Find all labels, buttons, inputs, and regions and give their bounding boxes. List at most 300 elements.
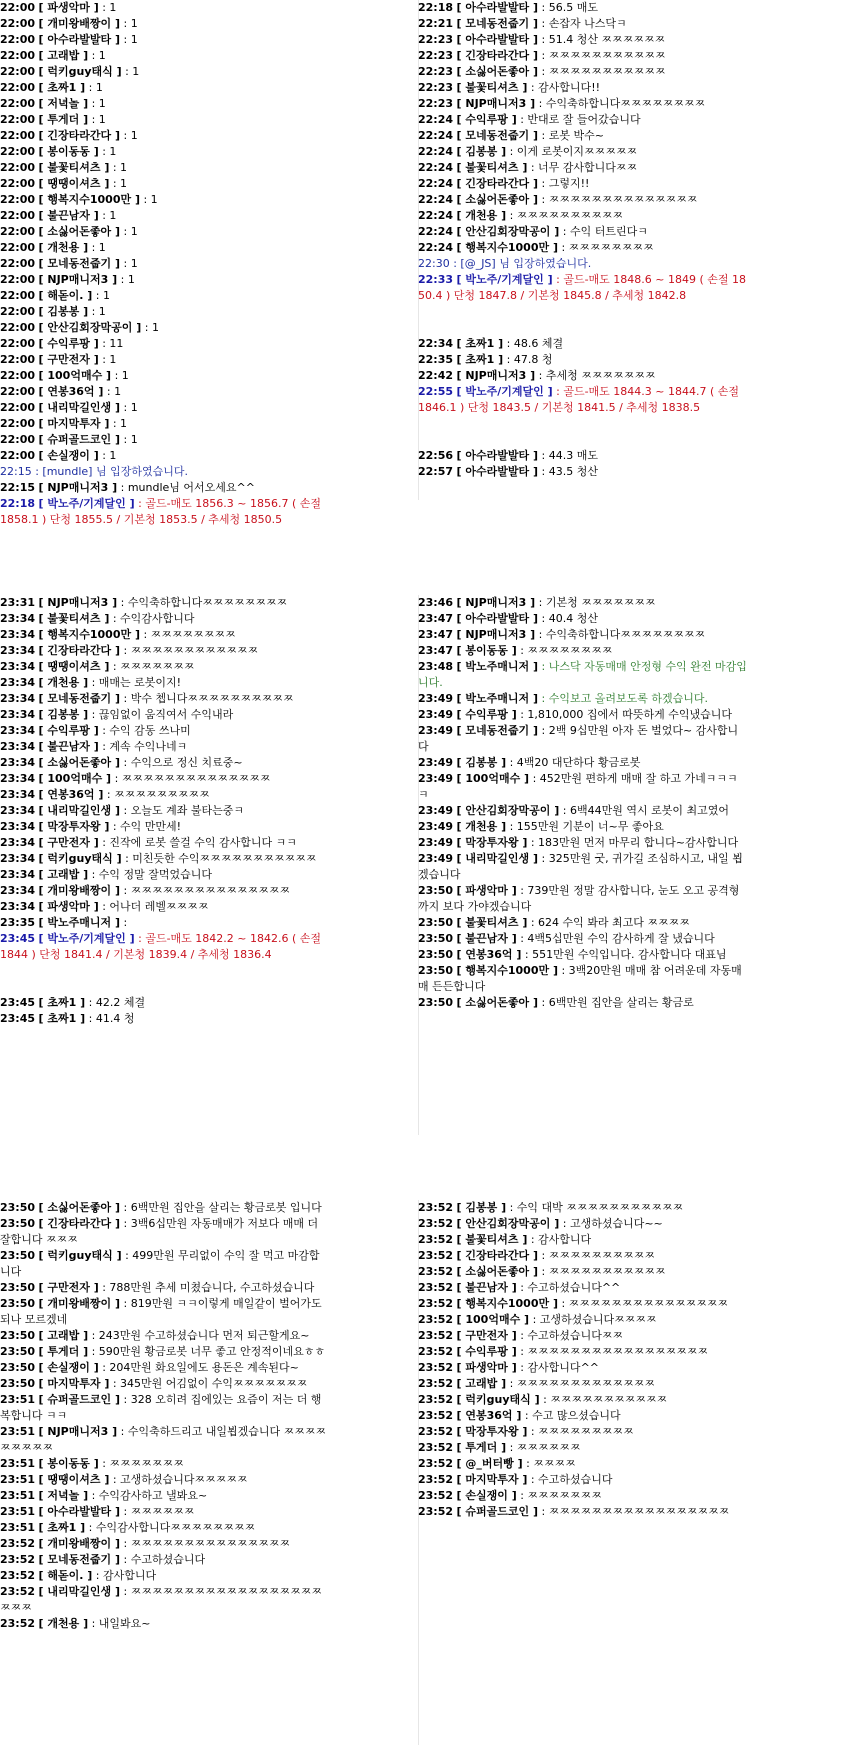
message-user: [ 개천용 ] [38, 676, 89, 689]
message-user: [ 파생악마 ] [456, 1361, 517, 1374]
message-time: 23:34 [0, 820, 36, 833]
message-user: [ 모네동전줍기 ] [38, 257, 120, 270]
message-text: : 3백20만원 매매 참 어려운데 자동매매 든든합니다 [418, 964, 742, 993]
message-time: 22:00 [0, 17, 36, 30]
message-text: : 수익축하합니다ㅉㅉㅉㅉㅉㅉㅉㅉ [535, 97, 706, 110]
message-user: [ 안산김회장막공이 ] [38, 321, 142, 334]
message-user: [ 마지막투자 ] [456, 1473, 528, 1486]
message-user: [ 긴장타라간다 ] [456, 177, 538, 190]
message-user: [ 파생악마 ] [38, 900, 99, 913]
chat-message [418, 1312, 748, 1328]
message-user: [ 손실쟁이 ] [456, 1489, 517, 1502]
message-time: 22:15 [0, 481, 36, 494]
message-text: : ㅉㅉㅉㅉㅉㅉㅉㅉㅉ [103, 788, 210, 801]
chat-message [0, 899, 330, 915]
chat-message [418, 947, 748, 963]
message-text: : ㅉㅉㅉㅉㅉㅉㅉㅉㅉㅉㅉㅉㅉㅉ [538, 193, 698, 206]
chat-message [418, 80, 748, 96]
chat-message [0, 1200, 330, 1216]
message-text: : 너무 감사합니다ㅉㅉ [527, 161, 638, 174]
message-text: : 골드-매도 1842.2 ~ 1842.6 ( 손절 1844 ) 단청 1841.4 / 기본청 1839.4 / 추세청 1836.4 [0, 932, 322, 961]
chat-message [0, 659, 330, 675]
message-time: 23:50 [418, 964, 454, 977]
message-text: : 1 [117, 273, 135, 286]
message-user: [ 개미왕배짱이 ] [38, 17, 120, 30]
message-time: 22:42 [418, 369, 454, 382]
chat-message [418, 1504, 748, 1520]
message-time: 23:34 [0, 724, 36, 737]
message-time: 22:00 [0, 33, 36, 46]
message-user: [ 개천용 ] [456, 820, 507, 833]
chat-message [0, 707, 330, 723]
chat-message [0, 272, 330, 288]
message-user: [ 100억매수 ] [456, 1313, 530, 1326]
message-time: 23:52 [418, 1393, 454, 1406]
message-text: : 1 [120, 17, 138, 30]
chat-message [0, 48, 330, 64]
message-user: [ 수익루팡 ] [38, 337, 99, 350]
message-user: [ @_버터빵 ] [456, 1457, 523, 1470]
message-user: [ 불꽃티셔츠 ] [456, 161, 528, 174]
message-user: [ NJP매니저3 ] [456, 596, 536, 609]
message-text: : 나스닥 자동매매 안정형 수익 완전 마감입니다. [418, 660, 747, 689]
message-user: [ 내리막길인생 ] [456, 852, 538, 865]
message-time: 22:18 [418, 1, 454, 14]
message-time: 22:34 [418, 337, 454, 350]
message-text: : 1 [109, 417, 128, 430]
message-text: : 추세청 ㅉㅉㅉㅉㅉㅉㅉ [535, 369, 656, 382]
message-time: 22:24 [418, 241, 454, 254]
chat-panel-top-right [418, 0, 748, 530]
message-text: : 수익감사하고 낼봐요~ [88, 1489, 208, 1502]
message-user: [ NJP매니저3 ] [38, 1425, 118, 1438]
message-text: : 수익 터트린다ㅋ [559, 225, 648, 238]
message-time: 22:00 [0, 81, 36, 94]
chat-message [418, 835, 748, 851]
message-time: 22:21 [418, 17, 454, 30]
message-time: 23:52 [418, 1265, 454, 1278]
message-time: 23:34 [0, 756, 36, 769]
system-message: 22:15 : [mundle] 님 입장하였습니다. [0, 465, 188, 478]
message-text: : 로봇 박수~ [538, 129, 604, 142]
chat-message [418, 48, 748, 64]
chat-message [418, 611, 748, 627]
message-text: : 328 오히려 집에있는 요즘이 저는 더 행복합니다 ㅋㅋ [0, 1393, 322, 1422]
chat-message [0, 1456, 330, 1472]
message-user: [ 안산김회장막공이 ] [456, 804, 560, 817]
message-time: 22:00 [0, 1, 36, 14]
message-text: : 이게 로봇이지ㅉㅉㅉㅉㅉ [506, 145, 638, 158]
message-text: : ㅉㅉㅉㅉㅉㅉㅉ [516, 1489, 602, 1502]
message-text: : ㅉㅉㅉㅉㅉㅉㅉ [109, 660, 195, 673]
message-time: 23:49 [418, 852, 454, 865]
message-user: [ NJP매니저3 ] [456, 628, 536, 641]
message-text: : 수고하셨습니다 [527, 1473, 613, 1486]
message-text: : ㅉㅉㅉㅉㅉㅉㅉㅉㅉㅉㅉ [538, 1265, 666, 1278]
message-text: : ㅉㅉㅉㅉㅉㅉㅉㅉㅉㅉㅉㅉㅉㅉ [111, 772, 271, 785]
chat-message [0, 1552, 330, 1568]
message-time: 22:55 [418, 385, 454, 398]
chat-message [0, 368, 330, 384]
message-text: : 1 [88, 113, 106, 126]
message-time: 23:47 [418, 628, 454, 641]
message-text: : 499만원 무리없이 수익 잘 먹고 마감합니다 [0, 1249, 320, 1278]
message-text: : 42.2 체결 [85, 996, 146, 1009]
message-user: [ 고래밥 ] [38, 868, 89, 881]
message-text: : 452만원 편하게 매매 잘 하고 가네ㅋㅋㅋㅋ [418, 772, 738, 801]
message-text: : 6백44만원 역시 로봇이 최고였어 [559, 804, 729, 817]
chat-message [0, 1280, 330, 1296]
message-user: [ 안산김회장막공이 ] [456, 1217, 560, 1230]
message-text: : ㅉㅉㅉㅉㅉㅉㅉㅉㅉㅉ [506, 209, 624, 222]
message-time: 23:49 [418, 820, 454, 833]
message-time: 23:50 [0, 1281, 36, 1294]
message-text: : 기본청 ㅉㅉㅉㅉㅉㅉㅉ [535, 596, 656, 609]
message-time: 23:35 [0, 916, 36, 929]
message-user: [ 고래밥 ] [38, 49, 89, 62]
message-text: : ㅉㅉㅉㅉㅉㅉㅉㅉ [557, 241, 654, 254]
message-user: [ 수익루팡 ] [456, 1345, 517, 1358]
message-time: 23:52 [418, 1425, 454, 1438]
message-time: 22:00 [0, 337, 36, 350]
message-text: : 어나더 레벨ㅉㅉㅉㅉ [98, 900, 209, 913]
message-text: : ㅉㅉㅉㅉㅉㅉㅉㅉㅉㅉㅉㅉㅉㅉㅉㅉㅉ [516, 1345, 709, 1358]
chat-message [0, 739, 330, 755]
chat-message [418, 723, 748, 755]
chat-message [0, 771, 330, 787]
message-text: : 수고하셨습니다ㅉㅉ [516, 1329, 624, 1342]
message-text: : ㅉㅉㅉㅉㅉㅉㅉㅉㅉㅉ [538, 1249, 655, 1262]
message-time: 22:00 [0, 97, 36, 110]
chat-message [0, 1011, 330, 1027]
chat-message [418, 1248, 748, 1264]
message-text: : 수익 정말 잘먹었습니다 [88, 868, 213, 881]
chat-message [418, 931, 748, 947]
message-text: : 끊임없이 움직여서 수익내라 [88, 708, 234, 721]
chat-message [0, 0, 330, 16]
message-user: [ 해돋이. ] [38, 1569, 93, 1582]
message-user: [ 슈퍼골드코인 ] [38, 1393, 120, 1406]
message-user: [ 개미왕배짱이 ] [38, 1537, 120, 1550]
message-text: : ㅉㅉㅉㅉㅉㅉㅉㅉㅉㅉㅉ [538, 65, 666, 78]
message-text: : 수익축하합니다ㅉㅉㅉㅉㅉㅉㅉㅉ [117, 596, 288, 609]
message-time: 23:52 [418, 1361, 454, 1374]
message-user: [ 불꽃티셔츠 ] [38, 161, 110, 174]
message-text: : 51.4 청산 ㅉㅉㅉㅉㅉㅉ [538, 33, 666, 46]
chat-message [418, 448, 748, 464]
chat-message [418, 128, 748, 144]
message-user: [ 초짜1 ] [38, 996, 86, 1009]
message-time: 23:34 [0, 852, 36, 865]
message-user: [ 박노주/기계달인 ] [38, 497, 135, 510]
chat-message [418, 64, 748, 80]
message-time: 23:51 [0, 1505, 36, 1518]
message-time: 22:18 [0, 497, 36, 510]
chat-panel-middle-left [0, 595, 330, 1135]
message-text: : 1 [88, 241, 106, 254]
message-text: : 1 [109, 177, 128, 190]
message-user: [ 초짜1 ] [456, 353, 504, 366]
message-text: : ㅉㅉㅉㅉㅉㅉㅉㅉ [516, 644, 613, 657]
message-time: 23:34 [0, 676, 36, 689]
message-time: 23:49 [418, 756, 454, 769]
message-time: 23:52 [418, 1345, 454, 1358]
message-user: [ 긴장타라간다 ] [456, 49, 538, 62]
message-time: 23:50 [418, 884, 454, 897]
message-time: 23:50 [418, 932, 454, 945]
message-user: [ 연봉36억 ] [38, 788, 104, 801]
message-user: [ 막장투자왕 ] [456, 836, 528, 849]
message-time: 23:50 [0, 1217, 36, 1230]
chat-message [418, 1488, 748, 1504]
chat-message [0, 240, 330, 256]
message-user: [ 슈퍼골드코인 ] [38, 433, 120, 446]
message-text: : 1 [109, 161, 128, 174]
message-time: 23:52 [0, 1585, 36, 1598]
message-text: : 1 [98, 353, 117, 366]
message-text: : 반대로 잘 들어갔습니다 [516, 113, 641, 126]
message-text: : ㅉㅉㅉㅉㅉㅉㅉㅉㅉㅉㅉㅉㅉㅉㅉㅉㅉ [538, 1505, 730, 1518]
message-user: [ 아수라발발타 ] [456, 465, 538, 478]
message-time: 22:00 [0, 65, 36, 78]
chat-message [0, 835, 330, 851]
message-time: 23:52 [0, 1617, 36, 1630]
message-text: : 수익감사합니다ㅉㅉㅉㅉㅉㅉㅉㅉ [85, 1521, 256, 1534]
message-user: [ 개미왕배짱이 ] [38, 884, 120, 897]
message-user: [ 내리막길인생 ] [38, 804, 120, 817]
message-user: [ 연봉36억 ] [38, 385, 104, 398]
chat-panel-bottom-right [418, 1200, 748, 1745]
chat-message [418, 32, 748, 48]
message-time: 23:49 [418, 772, 454, 785]
message-text: : 고생하셨습니다ㅉㅉㅉㅉ [529, 1313, 657, 1326]
message-text: : ㅉㅉㅉㅉㅉㅉㅉㅉㅉ [527, 1425, 634, 1438]
message-user: [ 불끈남자 ] [456, 932, 517, 945]
chat-message [418, 0, 748, 16]
message-text: : 수익 만만세! [109, 820, 182, 833]
chat-message [418, 352, 748, 368]
message-time: 22:23 [418, 97, 454, 110]
message-time: 23:34 [0, 628, 36, 641]
message-time: 22:00 [0, 273, 36, 286]
message-time: 22:23 [418, 65, 454, 78]
message-time: 23:49 [418, 836, 454, 849]
message-time: 22:35 [418, 353, 454, 366]
message-text: : 1 [120, 225, 138, 238]
message-time: 23:50 [418, 948, 454, 961]
chat-message [0, 1376, 330, 1392]
message-time: 23:34 [0, 884, 36, 897]
chat-message [418, 1216, 748, 1232]
signal-message [418, 384, 748, 416]
message-time: 23:48 [418, 660, 454, 673]
chat-message [0, 883, 330, 899]
chat-message [0, 160, 330, 176]
signal-message [418, 272, 748, 304]
message-time: 22:00 [0, 289, 36, 302]
message-time: 23:52 [418, 1489, 454, 1502]
message-time: 23:34 [0, 612, 36, 625]
message-time: 23:51 [0, 1489, 36, 1502]
message-text: : 56.5 매도 [538, 1, 598, 14]
message-time: 22:33 [418, 273, 454, 286]
message-text: : 325만원 굿, 귀가길 조심하시고, 내일 뵙겠습니다 [418, 852, 743, 881]
message-time: 23:51 [0, 1393, 36, 1406]
message-text: : 박수 쳅니다ㅉㅉㅉㅉㅉㅉㅉㅉㅉㅉ [120, 692, 294, 705]
chat-message [0, 1424, 330, 1456]
message-user: [ NJP매니저3 ] [38, 273, 118, 286]
message-user: [ 수익루팡 ] [38, 724, 99, 737]
message-user: [ NJP매니저3 ] [38, 596, 118, 609]
message-user: [ 소싫어돈좋아 ] [38, 1201, 120, 1214]
message-text: : ㅉㅉㅉㅉㅉㅉㅉ [98, 1457, 184, 1470]
chat-message [0, 803, 330, 819]
message-text: : 감사합니다!! [527, 81, 601, 94]
message-user: [ 김봉봉 ] [38, 305, 89, 318]
message-text: : ㅉㅉㅉㅉㅉㅉㅉㅉㅉㅉㅉ [539, 1393, 668, 1406]
chat-message [0, 192, 330, 208]
message-time: 23:49 [418, 708, 454, 721]
chat-message [0, 320, 330, 336]
message-user: [ 마지막투자 ] [38, 417, 110, 430]
chat-message [418, 176, 748, 192]
message-time: 22:00 [0, 113, 36, 126]
message-user: [ 행복지수1000만 ] [456, 1297, 558, 1310]
message-time: 22:00 [0, 193, 36, 206]
blank-line [418, 320, 748, 336]
signal-message [0, 931, 330, 963]
message-user: [ 모네동전줍기 ] [456, 129, 538, 142]
message-time: 22:57 [418, 465, 454, 478]
message-user: [ 봉이동동 ] [38, 1457, 99, 1470]
message-time: 22:00 [0, 49, 36, 62]
chat-message [0, 416, 330, 432]
message-user: [ 불끈남자 ] [38, 740, 99, 753]
message-time: 23:51 [0, 1521, 36, 1534]
message-user: [ 럭키guy태식 ] [456, 1393, 540, 1406]
chat-message [418, 1472, 748, 1488]
message-text: : 손잡자 나스닥ㅋ [538, 17, 627, 30]
message-text: : ㅉㅉㅉㅉㅉㅉㅉㅉㅉㅉㅉㅉㅉㅉㅉ [120, 884, 291, 897]
message-time: 22:00 [0, 353, 36, 366]
message-time: 22:00 [0, 145, 36, 158]
message-user: [ 해돋이. ] [38, 289, 93, 302]
blank-line [0, 963, 330, 979]
message-text: : 1 [120, 433, 138, 446]
message-time: 23:52 [418, 1377, 454, 1390]
message-time: 23:34 [0, 692, 36, 705]
chat-message [0, 384, 330, 400]
message-user: [ 모네동전줍기 ] [38, 692, 120, 705]
chat-panel-bottom-left [0, 1200, 330, 1745]
message-user: [ 박노주/기계달인 ] [38, 932, 135, 945]
message-text: : 1 [121, 65, 140, 78]
chat-message [0, 643, 330, 659]
message-time: 22:56 [418, 449, 454, 462]
message-time: 22:23 [418, 49, 454, 62]
message-text: : 1 [98, 145, 117, 158]
message-time: 22:00 [0, 129, 36, 142]
message-time: 23:34 [0, 900, 36, 913]
signal-message [0, 496, 330, 528]
message-time: 23:49 [418, 804, 454, 817]
message-text: : 40.4 청산 [538, 612, 598, 625]
chat-message [418, 627, 748, 643]
message-user: [ 파생악마 ] [38, 1, 99, 14]
message-time: 23:34 [0, 772, 36, 785]
message-text: : 골드-매도 1844.3 ~ 1844.7 ( 손절 1846.1 ) 단청 1843.5 / 기본청 1841.5 / 추세청 1838.5 [418, 385, 740, 414]
message-user: [ 소싫어돈좋아 ] [456, 193, 538, 206]
message-text: : 788만원 추세 미쳤습니다, 수고하셨습니다 [98, 1281, 315, 1294]
message-user: [ 럭키guy태식 ] [38, 852, 122, 865]
blank-line [0, 979, 330, 995]
chat-message [0, 112, 330, 128]
message-time: 23:50 [418, 916, 454, 929]
message-text: : 감사합니다 [527, 1233, 592, 1246]
message-time: 23:52 [418, 1313, 454, 1326]
message-user: [ 김봉봉 ] [456, 145, 507, 158]
message-time: 22:00 [0, 449, 36, 462]
message-user: [ 아수라발발타 ] [456, 33, 538, 46]
message-text: : 1 [88, 305, 106, 318]
message-time: 23:51 [0, 1473, 36, 1486]
chat-panel-middle-right [418, 595, 748, 1135]
message-text: : 1 [103, 385, 122, 398]
message-text: : ㅉㅉㅉㅉㅉㅉㅉㅉㅉㅉㅉㅉㅉㅉㅉ [120, 1537, 291, 1550]
chat-message [0, 16, 330, 32]
message-time: 23:52 [0, 1537, 36, 1550]
message-time: 23:52 [418, 1217, 454, 1230]
message-time: 22:00 [0, 433, 36, 446]
message-user: [ 행복지수1000만 ] [456, 241, 558, 254]
message-text: : 오늘도 계좌 불타는중ㅋ [120, 804, 244, 817]
message-time: 23:49 [418, 724, 454, 737]
message-text: : 4백20 대단하다 황금로봇 [506, 756, 641, 769]
message-text: : 43.5 청산 [538, 465, 598, 478]
chat-message [418, 208, 748, 224]
message-text: : 수고 많으셨습니다 [521, 1409, 621, 1422]
message-time: 22:00 [0, 225, 36, 238]
message-time: 23:31 [0, 596, 36, 609]
message-user: [ 아수라발발타 ] [38, 1505, 120, 1518]
chat-message [0, 176, 330, 192]
message-text: : 1,810,000 집에서 따뜻하게 수익냈습니다 [516, 708, 733, 721]
message-user: [ 고래밥 ] [456, 1377, 507, 1390]
message-user: [ 100억매수 ] [38, 772, 112, 785]
message-user: [ 럭키guy태식 ] [38, 65, 122, 78]
message-text: : 1 [120, 401, 138, 414]
chat-message [0, 144, 330, 160]
message-time: 22:00 [0, 305, 36, 318]
message-user: [ 김봉봉 ] [456, 756, 507, 769]
message-time: 23:52 [418, 1329, 454, 1342]
message-text: : 수익감사합니다 [109, 612, 195, 625]
message-text: : 고생하셨습니다~~ [559, 1217, 663, 1230]
message-time: 22:24 [418, 145, 454, 158]
chat-message [418, 1344, 748, 1360]
chat-message [0, 995, 330, 1011]
message-text: : 수익 대박 ㅉㅉㅉㅉㅉㅉㅉㅉㅉㅉㅉ [506, 1201, 684, 1214]
message-text: : 감사합니다^^ [516, 1361, 599, 1374]
message-user: [ 저녁놀 ] [38, 97, 89, 110]
message-user: [ 수익루팡 ] [456, 708, 517, 721]
message-time: 23:34 [0, 708, 36, 721]
message-time: 22:23 [418, 33, 454, 46]
chat-message [0, 1216, 330, 1248]
message-text: : ㅉㅉㅉㅉㅉㅉㅉㅉㅉㅉㅉㅉㅉ [506, 1377, 655, 1390]
message-time: 23:50 [0, 1201, 36, 1214]
chat-message [418, 368, 748, 384]
